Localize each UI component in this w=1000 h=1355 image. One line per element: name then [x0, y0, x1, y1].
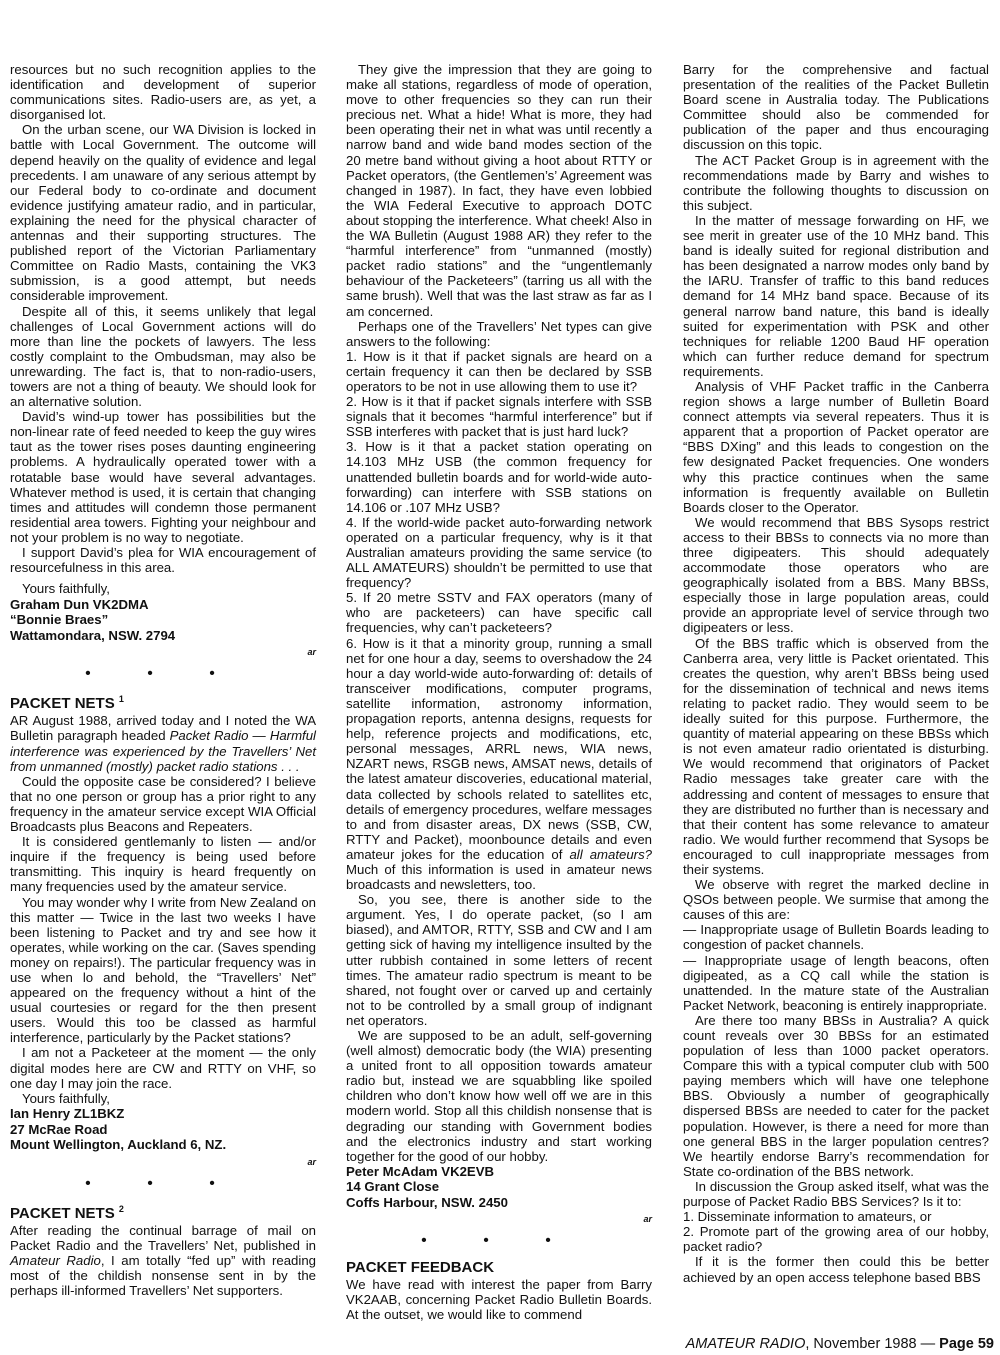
italic-title: Amateur Radio	[10, 1253, 101, 1269]
text-run: , I am totally “fed up” with reading most of the childish nonsense sent in by the perhaps ill-informed Travellers’ Net supporters.	[10, 1253, 316, 1299]
question-item	[346, 636, 652, 893]
paragraph: If it is the former then could this be better achieved by an open access telephone based BBS	[683, 1254, 989, 1285]
question-item: 1. How is it that if packet signals are heard on a certain frequency it can then be declared by SSB operators to be not in use allowing them to use it?	[346, 348, 652, 394]
paragraph: You may wonder why I write from New Zealand on this matter — Twice in the last two weeks I have been listening to Packet and try and see how it operates, while working on the car. (Saves spending money on repairs!). The particular frequency was in use when lo and behold, the “Travellers’ Net” appeared on the frequency without a hint of the usual courtesies or regard for the then present users. Would this too be classed as harmful interference, particularly by the Packet stations?	[10, 894, 316, 1046]
page-number: Page 59	[939, 1336, 994, 1352]
column-3	[683, 62, 989, 1285]
end-mark: ar	[643, 1214, 652, 1225]
paragraph: The ACT Packet Group is in agreement with the recommendations made by Barry and wishes to contribute the following thoughts to discussion on this subject.	[683, 152, 989, 213]
signature-block	[10, 1091, 316, 1153]
paragraph: I support David’s plea for WIA encouragement of resourcefulness in this area.	[10, 545, 316, 576]
footnote-marker: 2	[118, 1203, 124, 1214]
paragraph: On the urban scene, our WA Division is locked in battle with Local Government. The outcome will depend heavily on the quality of evidence and legal precedents. I am unaware of any serious attempt by our Federal body to co-ordinate and document evidence justifying amateur radio, and in particular, explaining the need for the physical character of antennas and their supporting structures. The published report of the Victorian Parliamentary Committee on Radio Masts, containing the VK3 submission, is a good attempt, but needs considerable improvement.	[10, 122, 316, 304]
list-item: — Inappropriate usage of Bulletin Boards leading to congestion of packet channels.	[683, 922, 989, 953]
paragraph	[10, 713, 316, 773]
section-separator: • • •	[85, 665, 241, 683]
page-footer	[684, 1336, 994, 1352]
footnote-marker: 1	[118, 694, 124, 705]
paragraph: Perhaps one of the Travellers’ Net types can give answers to the following:	[346, 318, 652, 349]
paragraph: In the matter of message forwarding on HF, we see merit in greater use of the 10 MHz band. This band is ideally suited for regional distribution and has been designated a narrow modes only band by the IARU. Transfer of traffic to this band reduces demand for 14 MHz band space. Because of its general narrow band nature, this band is ideally suited for experimentation with PSK and other techniques for reliable 1200 Baud HF operation which can further reduce demand for spectrum requirements.	[683, 212, 989, 379]
paragraph: We are supposed to be an adult, self-governing (well almost) democratic body (the WIA) presenting a united front to all opposition towards amateur radio but, instead we are squabbling like spoiled children who don’t know how well off we are in this modern world. Stop all this childish nonsense that is degrading our standing with Government bodies and the electronics industry and start working together for the good of our hobby.	[346, 1028, 652, 1164]
italic-quote: Packet Radio — Harmful interference was experienced by the Travellers’ Net from unmanned (mostly) packet radio stations . . .	[10, 728, 316, 774]
end-mark: ar	[307, 647, 316, 658]
paragraph: We would recommend that BBS Sysops restrict access to their BBSs to connects via no more than three digipeaters. This should adequately accommodate those operators who are geographically isolated from a BBS. Many BBSs, especially those in large population areas, could provide an appropriate level of service through two digipeaters or less.	[683, 514, 989, 636]
author-name: Ian Henry ZL1BKZ	[10, 1106, 125, 1122]
paragraph: Barry for the comprehensive and factual presentation of the realities of the Packet Bulletin Board scene in Australia today. The Publications Committee should also be commended for publication of the paper and thus encouraging discussion on this topic.	[683, 62, 989, 153]
author-address: Mount Wellington, Auckland 6, NZ.	[10, 1137, 227, 1153]
signature-block	[346, 1164, 652, 1211]
paragraph: We observe with regret the marked decline in QSOs between people. We surmise that among the causes of this are:	[683, 877, 989, 923]
question-item: 3. How is it that a packet station operating on 14.103 MHz USB (the common frequency for unattended bulletin boards and for world-wide auto-forwarding) can interfere with SSB stations on 14.106 or .107 MHz USB?	[346, 439, 652, 515]
paragraph: Despite all of this, it seems unlikely that legal challenges of Local Government actions will do more than line the pockets of lawyers. The less costly complaint to the Ombudsman, may also be unrewarding. The fact is, that to non-radio-users, towers are not a thing of beauty. We should look for an alternative solution.	[10, 303, 316, 410]
author-address: 14 Grant Close	[346, 1179, 440, 1195]
list-item: 2. Promote part of the growing area of our hobby, packet radio?	[683, 1224, 989, 1255]
question-item: 2. How is it that if packet signals interfere with SSB signals that it becomes “harmful interference” but if SSB interferes with packet that is just hard luck?	[346, 394, 652, 440]
list-item: 1. Disseminate information to amateurs, or	[683, 1209, 932, 1225]
list-item: — Inappropriate usage of length beacons, often digipeated, as a CQ call while the station is unattended. In the mature state of the Australian Packet Network, beaconing is entirely inappropriate.	[683, 952, 989, 1013]
column-2	[346, 62, 652, 1322]
paragraph: I am not a Packeteer at the moment — the only digital modes here are CW and RTTY on VHF, so one day I may join the race.	[10, 1045, 316, 1091]
signature-block	[10, 581, 316, 643]
author-address: Wattamondara, NSW. 2794	[10, 627, 176, 643]
heading-text: PACKET NETS	[10, 695, 115, 713]
heading-text: PACKET NETS	[10, 1204, 115, 1222]
author-address: 27 McRae Road	[10, 1121, 108, 1137]
text-run: After reading the continual barrage of mail on Packet Radio and the Travellers’ Net, published in	[10, 1222, 316, 1253]
paragraph: We have read with interest the paper from Barry VK2AAB, concerning Packet Radio Bulletin Boards. At the outset, we would like to commend	[346, 1276, 652, 1322]
text-run: AR August 1988, arrived today and I noted the WA Bulletin paragraph headed	[10, 713, 316, 744]
paragraph: It is considered gentlemanly to listen — and/or inquire if the frequency is being used before transmitting. This inquiry is heard frequently on many frequencies used by the amateur service.	[10, 834, 316, 895]
paragraph: In discussion the Group asked itself, what was the purpose of Packet Radio BBS Services? Is it to:	[683, 1178, 989, 1210]
signoff: Yours faithfully,	[22, 1090, 110, 1106]
paragraph: Of the BBS traffic which is observed from the Canberra area, very little is Packet orientated. This creates the question, why aren’t BBSs being used for the dissemination of technical and news items relating to packet radio. They would seem to be ideally suited for this purpose. Furthermore, the quantity of material appearing on these BBSs which is not even amateur radio orientated is disturbing. We would recommend that originators of Packet Radio messages take greater care with the addressing and content of messages to ensure that they are distributed no further than is necessary and that their content has some relevance to amateur radio. We would further recommend that Sysops be encouraged to cull inappropriate messages from their systems.	[683, 635, 989, 877]
signoff: Yours faithfully,	[22, 581, 110, 597]
end-mark: ar	[307, 1156, 316, 1167]
author-address: Coffs Harbour, NSW. 2450	[346, 1194, 508, 1210]
paragraph: David’s wind-up tower has possibilities but the non-linear rate of feed needed to keep the guy wires taut as the tower rises poses daunting engineering problems. A hydraulically operated tower with a rotatable base would have several advantages. Whatever method is used, it is certain that changing times and attitudes will condemn those permanent residential area towers. Fighting your neighbour and not your problem is no way to negotiate.	[10, 409, 316, 545]
author-name: Peter McAdam VK2EVB	[346, 1163, 495, 1179]
section-heading: PACKET FEEDBACK	[346, 1258, 495, 1276]
paragraph: Could the opposite case be considered? I believe that no one person or group has a prior right to any frequency in the amateur service except WIA Official Broadcasts plus Beacons and Repeaters.	[10, 773, 316, 835]
question-item: 4. If the world-wide packet auto-forwarding network operated on a particular frequency, why is it that Australian amateurs providing the same service (to ALL AMATEURS) shouldn’t be permitted to use that frequency?	[346, 514, 652, 591]
section-heading	[10, 691, 316, 712]
paragraph: Analysis of VHF Packet traffic in the Canberra region shows a large number of Bulletin Board connect attempts via several repeaters. Thus it is apparent that a proportion of Packet operator are “BBS DXing” and this leads to congestion on the few designated Packet frequencies. One wonders why this practice continues when the same information is frequently available on Bulletin Boards closer to the Operator.	[683, 378, 989, 515]
section-heading	[10, 1201, 316, 1222]
column-1	[10, 62, 316, 1298]
author-name: Graham Dun VK2DMA	[10, 596, 149, 612]
section-separator: • • •	[421, 1232, 577, 1250]
text-run: 6. How is it that a minority group, running a small net for one hour a day, seems to overshadow the 24 hour a day world-wide auto-forwarding of: details of transceiver modifications, computer programs, satellite information, astronomy information, propagation reports, antenna designs, requests for help, reference projects and modifications, etc, personal messages, ARRL news, WIA news, NZART news, RSGB news, AMSAT news, details of the latest amateur discoveries, educational material, data collected by schools related to satellites etc, details of emergency procedures, welfare messages to and from disaster areas, DX news (SSB, CW, RTTY and Packet), moonbounce details and even amateur jokes for the education of	[346, 635, 652, 862]
paragraph: resources but no such recognition applies to the identification and development of superior communications sites. Radio-users are, as yet, a disorganised lot.	[10, 62, 316, 123]
question-item: 5. If 20 metre SSTV and FAX operators (many of who are packeteers) can have specific call frequencies, why can’t packeteers?	[346, 590, 652, 636]
author-address: “Bonnie Braes”	[10, 612, 109, 628]
paragraph	[10, 1223, 316, 1298]
section-separator: • • •	[85, 1174, 241, 1192]
paragraph: They give the impression that they are going to make all stations, regardless of mode of operation, move to other frequencies so they can run their precious net. What a hide! What is more, they had been operating their net in what was until recently a narrow band and wide band modes section of the 20 metre band without giving a hoot about RTTY or Packet operators, (the Gentlemen’s’ Agreement was changed in 1987). In fact, they have even lobbied the WIA Federal Executive to approach DOTC about stopping the interference. What cheek! Also in the WA Bulletin (August 1988 AR) they refer to the “harmful interference” from “unmanned (mostly) packet radio stations” and the “ungentlemanly behaviour of the Packeteers” (tarring us all with the same brush). Well that was the last straw as far as I am concerned.	[346, 62, 652, 319]
issue-date: , November 1988 —	[805, 1336, 940, 1352]
text-run: Much of this information is used in amateur news broadcasts and newsletters, too.	[346, 861, 652, 893]
italic-text: all amateurs?	[569, 846, 652, 862]
magazine-title: AMATEUR RADIO	[685, 1336, 806, 1352]
paragraph: Are there too many BBSs in Australia? A quick count reveals over 30 BBSs for an estimated population of less than 1000 packet operators. Compare this with a typical computer club with 500 paying members which will have one telephone BBS. Obviously a number of geographically dispersed BBSs are needed to cater for the packet population. However, is there a need for more than one general BBS in the larger population centres? We heartily endorse Barry’s recommendation for State co-ordination of the BBS network.	[683, 1012, 989, 1179]
paragraph: So, you see, there is another side to the argument. Yes, I do operate packet, (so I am biased), and AMTOR, RTTY, SSB and CW and I am getting sick of having my intelligence insulted by the utter rubbish contained in some letters of recent times. The amateur radio spectrum is meant to be shared, not fought over or carved up and certainly not to be controlled by a small group of indignant net operators.	[346, 892, 652, 1028]
